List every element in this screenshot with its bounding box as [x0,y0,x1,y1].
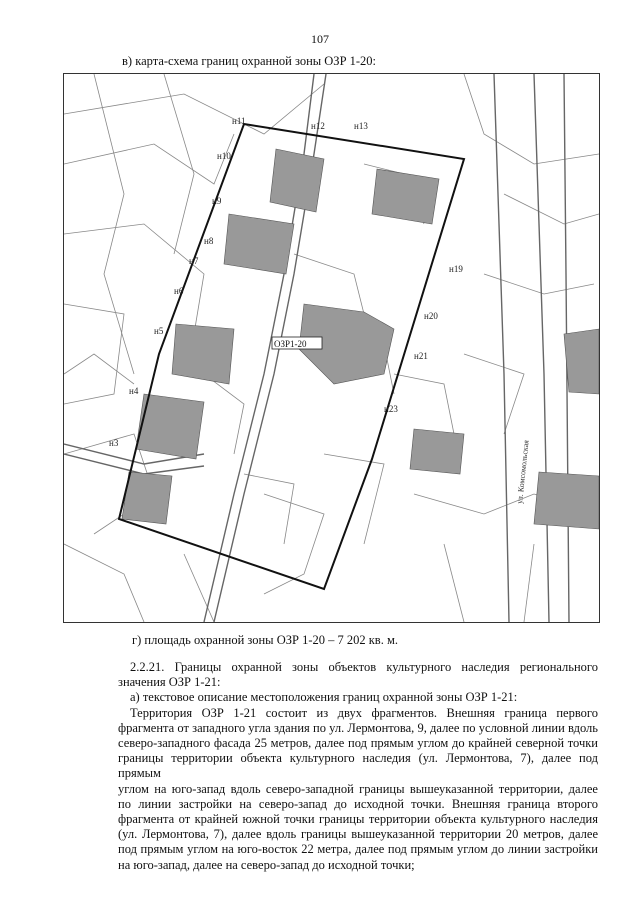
point-label: н21 [414,351,428,361]
point-label: н8 [204,236,214,246]
point-label: н23 [384,404,398,414]
section-heading-line: значения ОЗР 1-21: [118,675,221,690]
body-line: на юго-запад, далее на северо-запад до исходной точки; [118,857,415,872]
body-line: северо-западного фасада 25 метров, далее под прямым углом до крайней северной точки [118,736,598,751]
section-text [118,660,598,873]
point-label: н11 [232,116,246,126]
area-statement: г) площадь охранной зоны ОЗР 1-20 – 7 202 кв. м. [132,633,398,647]
body-line: под прямым углом на юго-восток 22 метра, далее под прямым углом до линии застройки [118,842,598,857]
body-line: фрагмента от крайней южной точки границы территории объекта культурного наследия [118,812,598,827]
body-line: границы территории объекта культурного наследия (ул. Лермонтова, 7), далее под прямым [118,751,598,781]
body-line: фрагмента от западного угла здания по ул. Лермонтова, 9, далее по условной линии вдоль [118,720,598,735]
body-line: Территория ОЗР 1-21 состоит из двух фрагментов. Внешняя граница первого [130,705,598,720]
body-line: (ул. Лермонтова, 7), далее вдоль границы вышеуказанной территории 20 метров, далее [118,827,598,842]
point-label: н20 [424,311,438,321]
point-label: н6 [174,286,184,296]
body-line: углом на юго-запад вдоль северо-западной границы вышеуказанной территории, далее [118,781,598,796]
page-number: 107 [311,32,329,46]
point-label: н7 [189,256,199,266]
street-label: ул. Комсомольская [515,439,531,505]
point-label: н9 [212,196,222,206]
map-caption: в) карта-схема границ охранной зоны ОЗР 1-20: [122,54,377,68]
point-label: н12 [311,121,325,131]
body-line: по линии застройки на северо-запад до исходной точки. Внешняя граница второго [118,796,598,811]
zone-label-text: ОЗР1-20 [274,339,307,349]
point-label: н4 [129,386,139,396]
cadastral-map [63,73,600,623]
point-label: н13 [354,121,368,131]
point-label: н10 [217,151,231,161]
point-label: н3 [109,438,119,448]
section-heading-line: 2.2.21. Границы охранной зоны объектов культурного наследия регионального [130,660,598,674]
subsection-a: а) текстовое описание местоположения границ охранной зоны ОЗР 1-21: [130,690,518,705]
zone-label [272,337,322,349]
point-label: н19 [449,264,463,274]
point-label: н5 [154,326,164,336]
map-drawing [64,74,599,622]
